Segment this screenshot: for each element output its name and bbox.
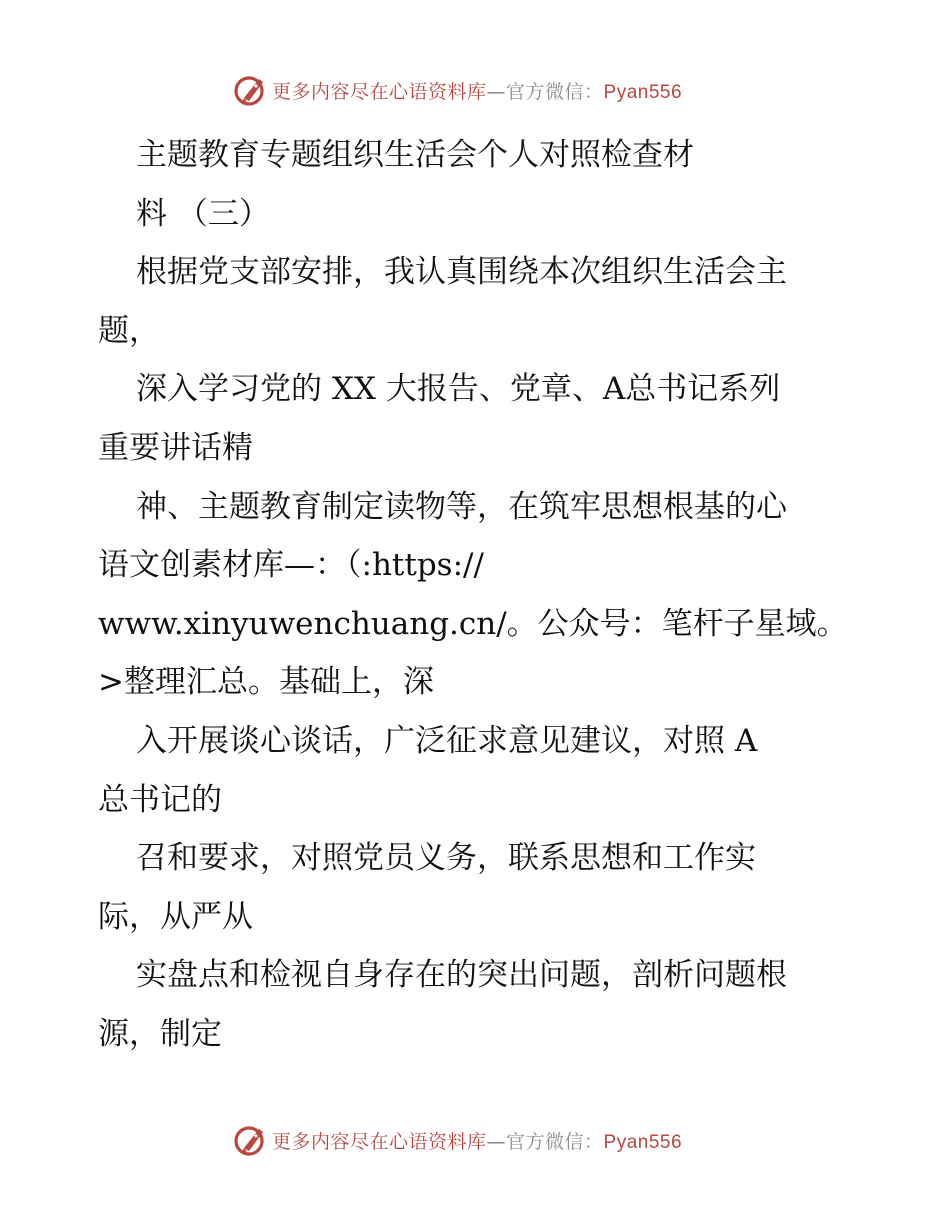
footer-banner xyxy=(232,1120,682,1160)
banner-dash: — xyxy=(486,80,507,103)
paragraph-line: 实盘点和检视自身存在的突出问题，剖析问题根 xyxy=(136,957,787,994)
paragraph-line: 际，从严从 xyxy=(98,898,253,935)
pen-nib-logo-icon xyxy=(232,1122,268,1158)
banner-wechat-id: Pyan556 xyxy=(603,1131,683,1153)
banner-text xyxy=(272,77,682,104)
banner-text xyxy=(272,1127,682,1154)
banner-wechat-id: Pyan556 xyxy=(603,81,683,103)
paragraph-line: >整理汇总。基础上，深 xyxy=(98,664,434,701)
banner-dash: — xyxy=(486,1130,507,1153)
paragraph-line: 根据党支部安排，我认真围绕本次组织生活会主 xyxy=(136,254,787,291)
paragraph-line: 重要讲话精 xyxy=(98,429,253,466)
paragraph-line-url: www.xinyuwenchuang.cn/。公众号：笔杆子星域。 xyxy=(98,605,848,642)
banner-wechat-label: 官方微信： xyxy=(506,1130,604,1153)
paragraph-line: 源，制定 xyxy=(98,1015,222,1052)
paragraph-line: 神、主题教育制定读物等，在筑牢思想根基的心 xyxy=(136,488,787,525)
banner-library-name: 更多内容尽在心语资料库 xyxy=(272,1130,487,1153)
document-body xyxy=(98,126,898,1064)
paragraph-line: 总书记的 xyxy=(98,781,222,818)
paragraph-line: 深入学习党的 XX 大报告、党章、A总书记系列 xyxy=(136,371,781,408)
doc-title-line-2: 料 （三） xyxy=(136,195,270,232)
header-banner xyxy=(232,70,682,110)
doc-title-line-1: 主题教育专题组织生活会个人对照检查材 xyxy=(136,137,694,173)
paragraph-line: 题， xyxy=(98,312,160,349)
paragraph-line: 入开展谈心谈话，广泛征求意见建议，对照 A xyxy=(136,722,758,759)
banner-library-name: 更多内容尽在心语资料库 xyxy=(272,80,487,103)
banner-wechat-label: 官方微信： xyxy=(506,80,604,103)
pen-nib-logo-icon xyxy=(232,72,268,108)
paragraph-line: 召和要求，对照党员义务，联系思想和工作实 xyxy=(136,840,756,877)
paragraph-line: 语文创素材库—：（:https:// xyxy=(98,547,484,584)
